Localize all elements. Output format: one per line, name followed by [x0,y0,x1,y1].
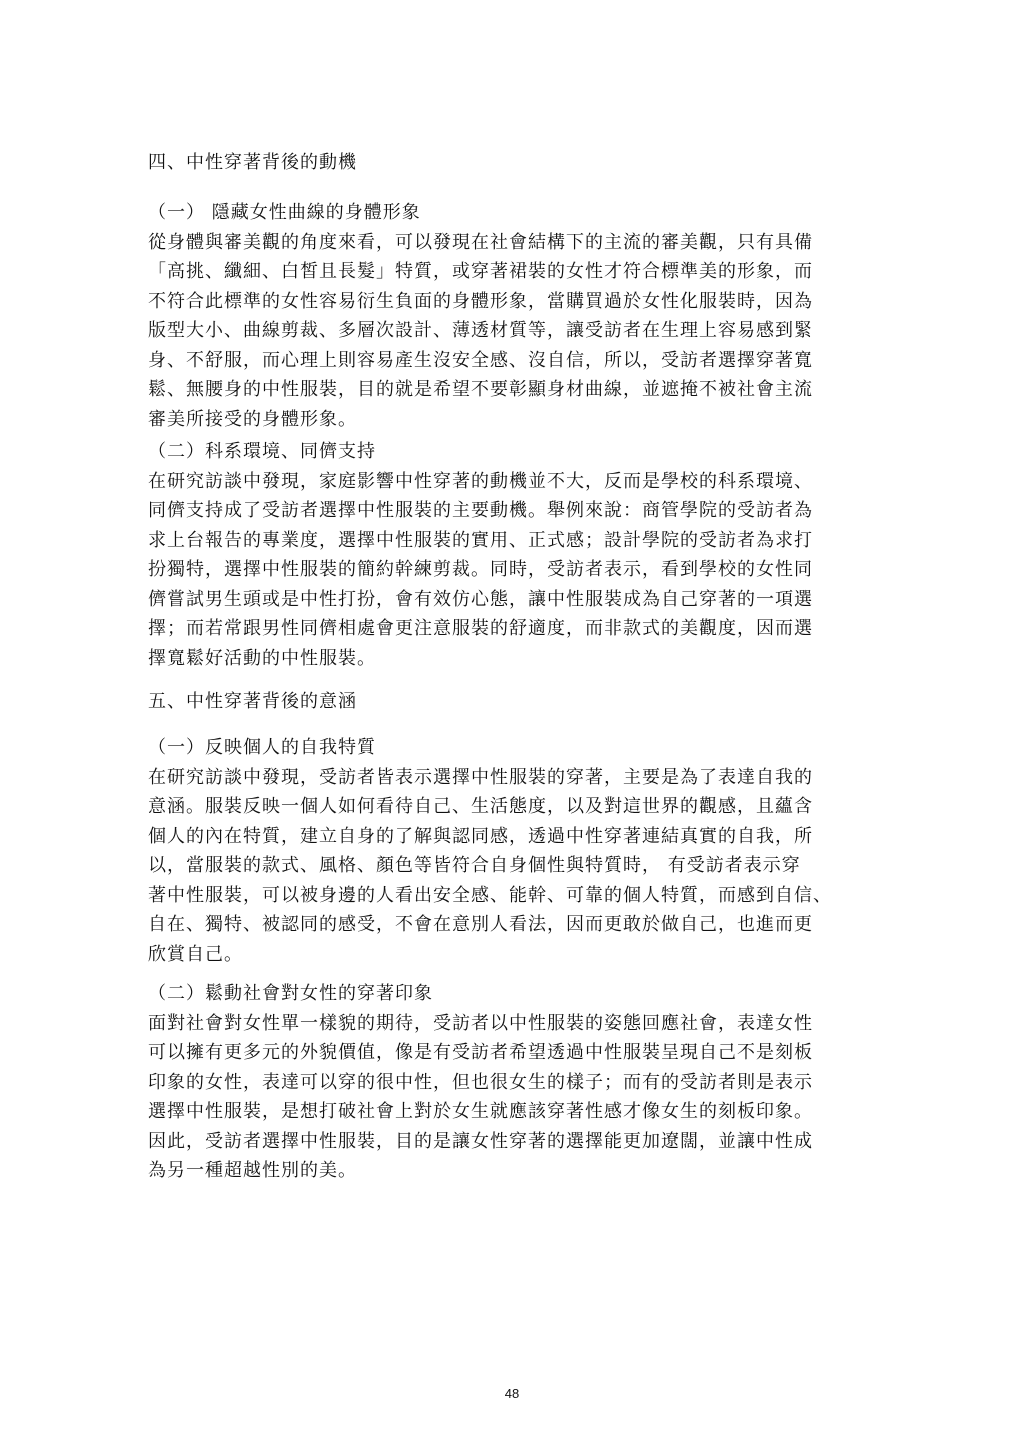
paragraph-line: 審美所接受的身體形象。 [148,408,357,430]
paragraph-line: 自在、獨特、被認同的感受，不會在意別人看法，因而更敢於做自己，也進而更 [148,914,813,935]
paragraph-line: 為另一種超越性別的美。 [148,1160,357,1181]
section-heading-meaning: 五、中性穿著背後的意涵 [148,691,357,712]
paragraph-line: 個人的內在特質，建立自身的了解與認同感，透過中性穿著連結真實的自我，所 [148,825,813,847]
subsection-title: （二）鬆動社會對女性的穿著印象 [148,983,433,1004]
paragraph-line: 鬆、無腰身的中性服裝，目的就是希望不要彰顯身材曲線，並遮掩不被社會主流 [148,379,813,400]
section-heading-motivation: 四、中性穿著背後的動機 [148,152,357,173]
paragraph-line: 可以擁有更多元的外貌價值，像是有受訪者希望透過中性服裝呈現自己不是刻板 [148,1042,813,1063]
paragraph-line: 身、不舒服，而心理上則容易產生沒安全感、沒自信，所以，受訪者選擇穿著寬 [148,349,813,371]
paragraph-line: 擇寬鬆好活動的中性服裝。 [148,647,376,669]
paragraph-line: 同儕支持成了受訪者選擇中性服裝的主要動機。舉例來說：商管學院的受訪者為 [148,500,813,521]
paragraph-line: 面對社會對女性單一樣貌的期待，受訪者以中性服裝的姿態回應社會，表達女性 [148,1012,813,1034]
paragraph-line: 版型大小、曲線剪裁、多層次設計、薄透材質等，讓受訪者在生理上容易感到緊 [148,320,813,341]
paragraph-line: 儕嘗試男生頭或是中性打扮，會有效仿心態，讓中性服裝成為自己穿著的一項選 [148,588,813,610]
paragraph-line: 「高挑、纖細、白皙且長髮」特質，或穿著裙裝的女性才符合標準美的形象，而 [148,261,813,282]
paragraph-line: 不符合此標準的女性容易衍生負面的身體形象，當購買過於女性化服裝時，因為 [148,290,813,312]
subsection-title: （二）科系環境、同儕支持 [148,441,376,462]
paragraph-line: 著中性服裝，可以被身邊的人看出安全感、能幹、可靠的個人特質，而感到自信、 [148,884,832,906]
subsection-department-peers [148,437,908,673]
paragraph-line: 從身體與審美觀的角度來看，可以發現在社會結構下的主流的審美觀，只有具備 [148,231,813,253]
paragraph-line: 擇；而若常跟男性同儕相處會更注意服裝的舒適度，而非款式的美觀度，因而選 [148,618,813,639]
paragraph-line: 因此，受訪者選擇中性服裝，目的是讓女性穿著的選擇能更加遼闊，並讓中性成 [148,1130,813,1152]
paragraph-line: 在研究訪談中發現，家庭影響中性穿著的動機並不大，反而是學校的科系環境、 [148,470,813,492]
paragraph-line: 印象的女性，表達可以穿的很中性，但也很女生的樣子；而有的受訪者則是表示 [148,1071,813,1093]
paragraph-line: 以，當服裝的款式、風格、顏色等皆符合自身個性與特質時， 有受訪者表示穿 [148,855,801,876]
subsection-self-traits [148,733,908,969]
subsection-hide-curves [148,198,908,434]
subsection-title: （一）反映個人的自我特質 [148,737,376,758]
paragraph-line: 求上台報告的專業度，選擇中性服裝的實用、正式感；設計學院的受訪者為求打 [148,529,813,551]
subsection-loosen-impression [148,979,908,1186]
page-number: 48 [504,1386,520,1401]
subsection-title: （一） 隱藏女性曲線的身體形象 [148,202,421,223]
paragraph-line: 欣賞自己。 [148,943,243,965]
paragraph-line: 扮獨特，選擇中性服裝的簡約幹練剪裁。同時，受訪者表示，看到學校的女性同 [148,559,813,580]
paragraph-line: 選擇中性服裝，是想打破社會上對於女生就應該穿著性感才像女生的刻板印象。 [148,1101,813,1122]
paragraph-line: 在研究訪談中發現，受訪者皆表示選擇中性服裝的穿著，主要是為了表達自我的 [148,766,813,788]
paragraph-line: 意涵。服裝反映一個人如何看待自己、生活態度，以及對這世界的觀感，且蘊含 [148,796,813,817]
